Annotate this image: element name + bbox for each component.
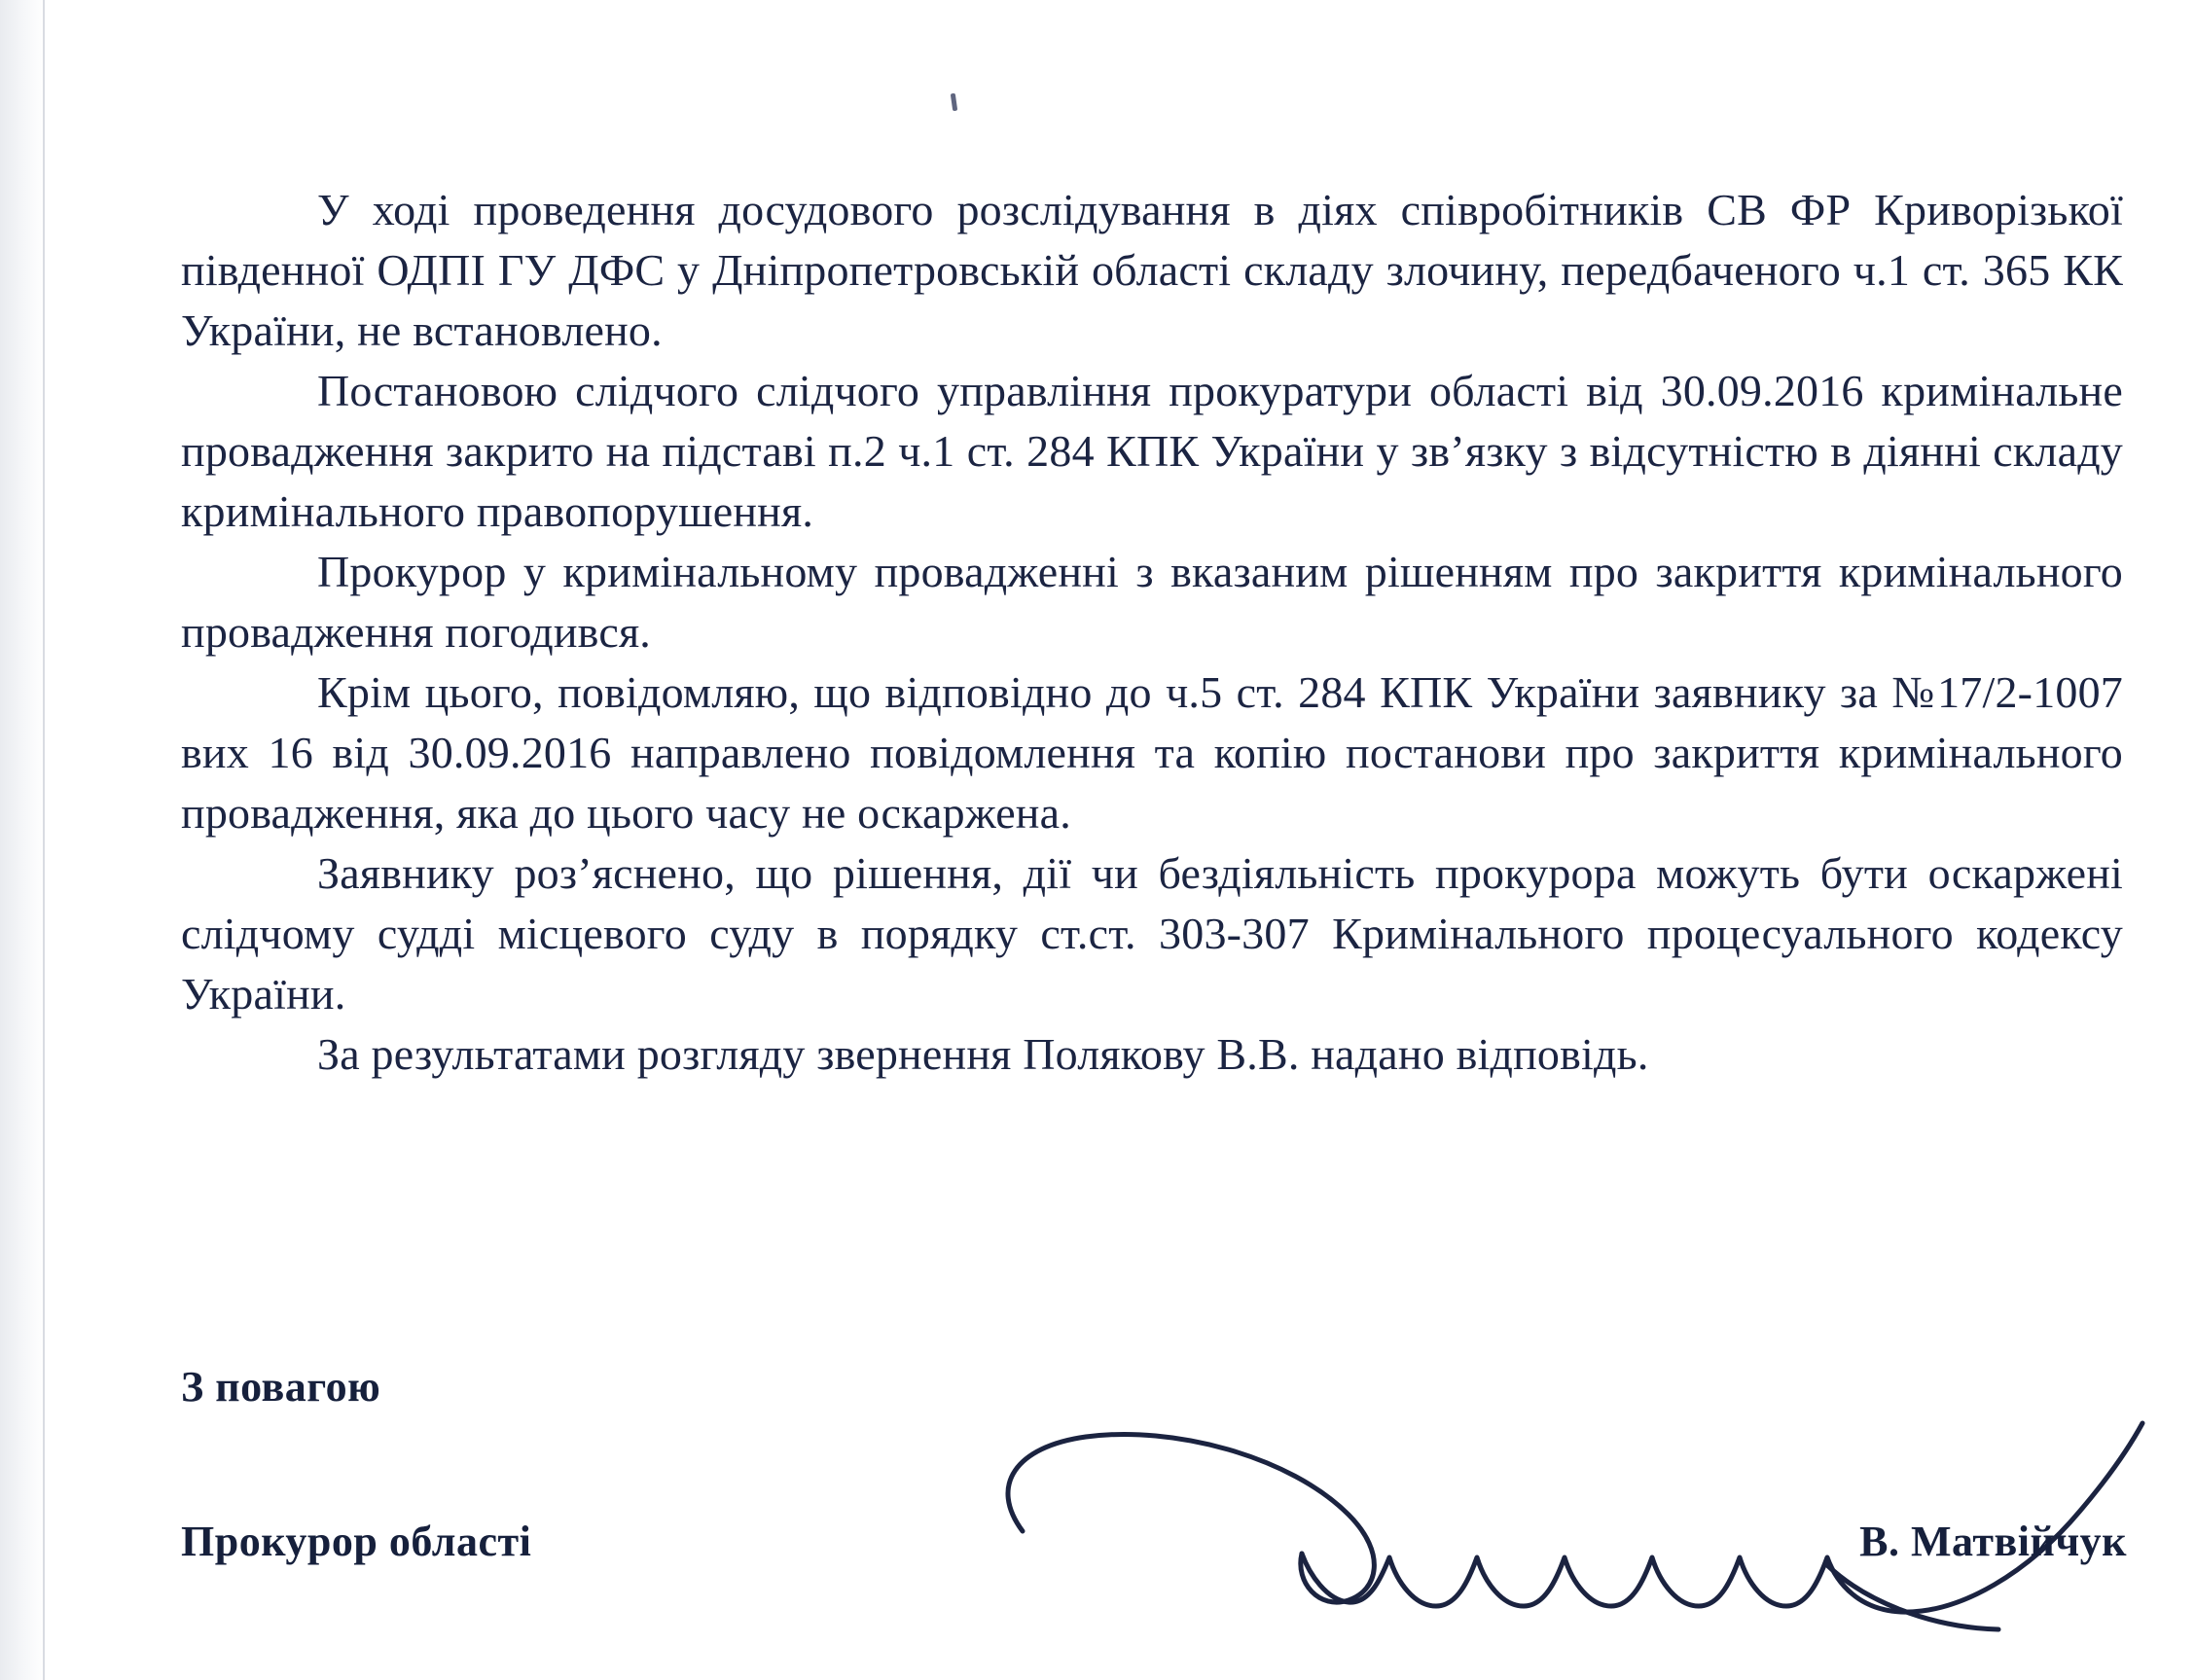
document-body <box>181 180 2123 1085</box>
scan-page-edge <box>0 0 45 1680</box>
signer-name: В. Матвійчук <box>1859 1518 2127 1565</box>
stray-ink-mark <box>951 93 957 112</box>
paragraph-6: За результатами розгляду звернення Полякову В.В. надано відповідь. <box>317 1029 1649 1079</box>
paragraph-3: Прокурор у кримінальному провадженні з вказаним рішенням про закриття кримінального провадження погодився. <box>181 547 2123 657</box>
paragraph-4: Крім цього, повідомляю, що відповідно до ч.5 ст. 284 КПК України заявнику за №17/2-1007 вих 16 від 30.09.2016 направлено повідомлення та копію постанови про закриття кримінального провадження, яка до цього часу не оскаржена. <box>181 667 2123 838</box>
paragraph-2: Постановою слідчого слідчого управління прокуратури області від 30.09.2016 кримінальне провадження закрито на підставі п.2 ч.1 ст. 284 КПК України у зв’язку з відсутністю в діянні складу кримінального правопорушення. <box>181 366 2123 536</box>
paragraph-1: У ході проведення досудового розслідування в діях співробітників СВ ФР Криворізької південної ОДПІ ГУ ДФС у Дніпропетровській області складу злочину, передбаченого ч.1 ст. 365 КК України, не встановлено. <box>181 185 2123 355</box>
paragraph-5: Заявнику роз’яснено, що рішення, дії чи бездіяльність прокурора можуть бути оскаржені слідчому судді місцевого суду в порядку ст.ст. 303-307 Кримінального процесуального кодексу України. <box>181 848 2123 1019</box>
signature-row <box>181 1517 2127 1633</box>
signer-position: Прокурор області <box>181 1518 532 1565</box>
scan-page-edge-line <box>43 0 45 1680</box>
signature-block <box>181 1362 2127 1633</box>
regards-line: З повагою <box>181 1363 381 1411</box>
